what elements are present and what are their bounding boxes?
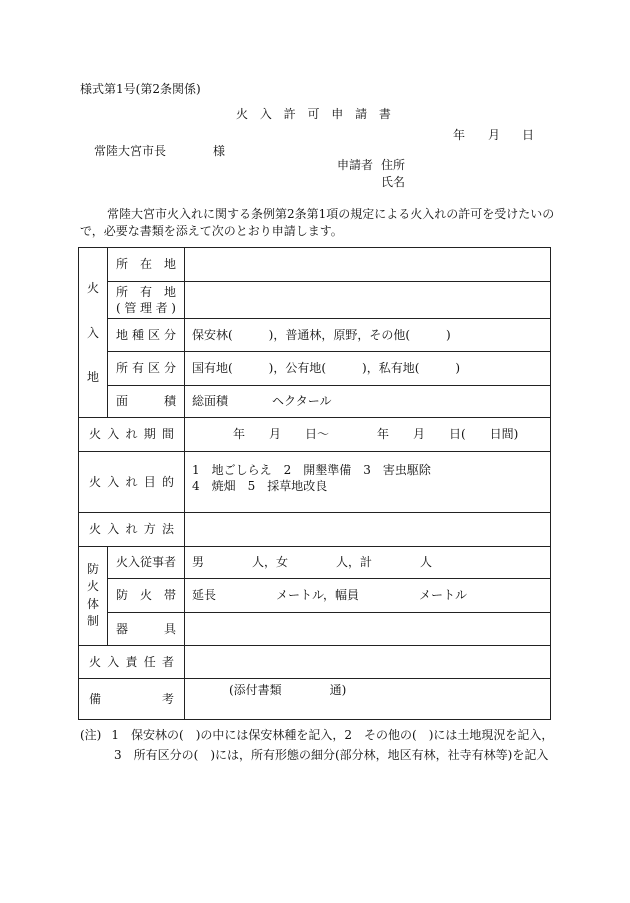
workers-label: 火入従事者 [108, 546, 185, 579]
ownership-label: 所有区分 [108, 351, 185, 385]
remarks-field[interactable] [185, 679, 551, 720]
area-total-label: 総面積 [192, 394, 229, 409]
note-line-2: 3 所有区分の( )には，所有形態の細分(部分林，地区有林，社寺有林等)を記入 [114, 748, 549, 762]
applicant-label: 申請者 [337, 158, 374, 172]
date-year: 年 [453, 128, 466, 142]
fire-group-char-1: 防 [86, 561, 99, 576]
form-number: 様式第1号(第2条関係) [80, 82, 201, 96]
land-type-label: 地種区分 [108, 319, 185, 352]
workers-field[interactable]: 男 人，女 人，計 人 [185, 546, 551, 579]
equipment-field[interactable] [185, 612, 551, 645]
purpose-line-1: 1 地ごしらえ 2 開墾準備 3 害虫駆除 [192, 462, 431, 477]
firebreak-field[interactable]: 延長 メートル，幅員 メートル [185, 579, 551, 613]
owner-label-cell [108, 281, 185, 319]
area-label: 面積 [108, 385, 185, 418]
area-field[interactable] [185, 385, 551, 418]
owner-field[interactable] [185, 281, 551, 319]
intro-line-2: で，必要な書類を添えて次のとおり申請します。 [80, 224, 343, 238]
notes-prefix: (注) [80, 728, 102, 742]
name-label: 氏名 [381, 175, 406, 189]
land-group-cell [79, 248, 108, 418]
ownership-field[interactable]: 国有地( )，公有地( )，私有地( ) [185, 351, 551, 385]
notes [80, 725, 553, 765]
note-line-1: 1 保安林の( )の中には保安林種を記入，2 その他の( )には土地現況を記入， [111, 728, 554, 742]
purpose-line-2: 4 焼畑 5 採草地改良 [192, 478, 328, 493]
area-unit: ヘクタール [272, 394, 332, 409]
date-day: 日 [522, 128, 535, 142]
fire-group-char-4: 制 [86, 613, 99, 628]
period-label: 火入れ期間 [79, 418, 185, 452]
method-field[interactable] [185, 513, 551, 547]
fire-group-char-3: 体 [86, 596, 99, 611]
application-table [78, 247, 551, 720]
method-label: 火入れ方法 [79, 513, 185, 547]
owner-label: 所有地 [116, 284, 176, 299]
land-group-char-3: 地 [86, 369, 99, 384]
address-label: 住所 [381, 158, 406, 172]
fire-group-cell [79, 546, 108, 645]
form-title: 火 入 許 可 申 請 書 [236, 107, 395, 121]
purpose-label: 火入れ目的 [79, 451, 185, 512]
fire-group-char-2: 火 [86, 579, 99, 594]
purpose-field[interactable] [185, 451, 551, 512]
equipment-label: 器具 [108, 612, 185, 645]
period-field[interactable]: 年 月 日～ 年 月 日( 日間) [185, 418, 551, 452]
owner-sub-label: (管理者) [116, 301, 176, 315]
responsible-label: 火入責任者 [79, 645, 185, 679]
location-field[interactable] [185, 248, 551, 282]
date-month: 月 [488, 128, 501, 142]
firebreak-label: 防火帯 [108, 579, 185, 613]
land-type-field[interactable]: 保安林( )，普通林，原野，その他( ) [185, 319, 551, 352]
addressee: 常陸大宮市長 [94, 144, 167, 158]
attachments-note: (添付書類 通) [229, 683, 347, 698]
land-group-char-1: 火 [86, 281, 99, 296]
land-group-char-2: 入 [86, 325, 99, 340]
remarks-label: 備考 [79, 679, 185, 720]
location-label: 所在地 [108, 248, 185, 282]
intro-line-1: 常陸大宮市火入れに関する条例第2条第1項の規定による火入れの許可を受けたいの [107, 207, 555, 221]
honorific: 様 [213, 144, 226, 158]
responsible-field[interactable] [185, 645, 551, 679]
